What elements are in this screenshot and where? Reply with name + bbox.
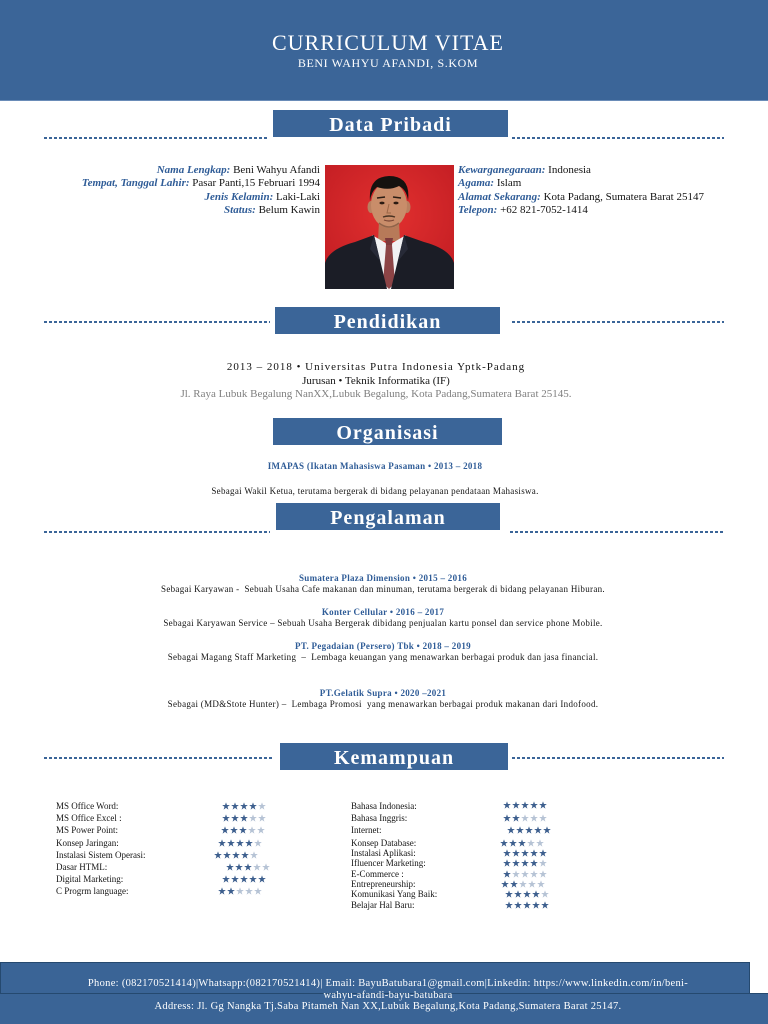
star-filled-icon	[532, 901, 540, 909]
photo-tie-knot	[385, 238, 393, 245]
star-filled-icon	[239, 826, 247, 834]
footer-address: Address: Jl. Gg Nangka Tj.Saba Pitameh Nan XX,Lubuk Begalung,Kota Padang,Sumatera Barat 25147.	[154, 1001, 622, 1012]
star-filled-icon	[240, 875, 248, 883]
star-filled-icon	[249, 802, 257, 810]
field-value: +62 821-7052-1414	[500, 204, 588, 217]
star-empty-icon	[253, 863, 261, 871]
field-value: Pasar Panti,15 Februari 1994	[192, 177, 320, 190]
personal-row-nationality	[458, 164, 758, 177]
star-filled-icon	[241, 851, 249, 859]
star-filled-icon	[227, 839, 235, 847]
field-value: Indonesia	[548, 164, 591, 176]
section-heading-personal: Data Pribadi	[273, 110, 508, 137]
star-empty-icon	[257, 826, 265, 834]
star-filled-icon	[244, 863, 252, 871]
field-label: Jenis Kelamin:	[204, 190, 274, 203]
skill-rating	[503, 849, 547, 857]
star-empty-icon	[528, 880, 536, 888]
field-label: Kewarganegaraan:	[458, 164, 546, 176]
photo-eye-left	[379, 202, 384, 205]
field-label: Agama:	[458, 177, 495, 190]
star-empty-icon	[262, 863, 270, 871]
star-empty-icon	[537, 880, 545, 888]
star-filled-icon	[505, 901, 513, 909]
star-filled-icon	[518, 839, 526, 847]
star-filled-icon	[503, 849, 511, 857]
organization-description: Sebagai Wakil Ketua, terutama bergerak di bidang pelayanan pendataan Mahasiswa.	[211, 486, 539, 496]
star-filled-icon	[501, 880, 509, 888]
star-filled-icon	[245, 839, 253, 847]
star-filled-icon	[541, 901, 549, 909]
personal-row-gender	[20, 191, 320, 204]
star-filled-icon	[222, 875, 230, 883]
footer-contact-line-continued: wahyu-afandi-bayu-batubara	[323, 990, 453, 1001]
star-filled-icon	[509, 839, 517, 847]
star-filled-icon	[258, 875, 266, 883]
star-filled-icon	[218, 887, 226, 895]
skill-label: Bahasa Indonesia:	[351, 801, 417, 811]
personal-info-right	[458, 164, 758, 218]
skill-rating	[226, 863, 270, 871]
section-heading-experience: Pengalaman	[276, 503, 500, 530]
field-label: Status:	[224, 204, 256, 217]
star-empty-icon	[527, 839, 535, 847]
skill-rating	[500, 839, 544, 847]
skill-rating	[507, 826, 551, 834]
star-filled-icon	[534, 826, 542, 834]
footer-contact-line: Phone: (082170521414)|Whatsapp:(082170521414)| Email: BayuBatubara1@gmail.com|Linkedin: https://www.linkedin.com/in/beni-	[87, 978, 689, 989]
skill-label: C Progrm language:	[56, 886, 129, 896]
star-filled-icon	[543, 826, 551, 834]
skill-rating	[222, 875, 266, 883]
star-filled-icon	[505, 890, 513, 898]
skill-rating	[503, 859, 547, 867]
star-empty-icon	[254, 839, 262, 847]
skill-label: Internet:	[351, 825, 382, 835]
experience-title: Sumatera Plaza Dimension • 2015 – 2016	[298, 573, 468, 583]
star-filled-icon	[530, 859, 538, 867]
divider-left	[44, 137, 268, 139]
skill-label: Instalasi Aplikasi:	[351, 848, 416, 858]
star-empty-icon	[521, 870, 529, 878]
skill-label: Entrepreneurship:	[351, 879, 416, 889]
field-value: Kota Padang, Sumatera Barat 25147	[543, 190, 704, 203]
skill-rating	[505, 901, 549, 909]
star-filled-icon	[503, 870, 511, 878]
star-filled-icon	[230, 826, 238, 834]
star-filled-icon	[532, 890, 540, 898]
star-empty-icon	[539, 859, 547, 867]
skill-rating	[218, 839, 262, 847]
star-empty-icon	[245, 887, 253, 895]
skill-label: MS Office Word:	[56, 801, 119, 811]
skill-rating	[501, 880, 545, 888]
star-filled-icon	[512, 859, 520, 867]
skill-rating	[503, 801, 547, 809]
divider-right	[512, 321, 724, 323]
education-major: Jurusan • Teknik Informatika (IF)	[302, 375, 450, 387]
star-empty-icon	[530, 870, 538, 878]
star-filled-icon	[503, 814, 511, 822]
star-filled-icon	[222, 814, 230, 822]
experience-title: PT.Gelatik Supra • 2020 –2021	[319, 688, 447, 698]
star-filled-icon	[231, 802, 239, 810]
skill-label: Ifluencer Marketing:	[351, 858, 426, 868]
field-label: Alamat Sekarang:	[458, 190, 541, 203]
star-filled-icon	[516, 826, 524, 834]
star-filled-icon	[240, 802, 248, 810]
star-filled-icon	[226, 863, 234, 871]
section-heading-skills: Kemampuan	[280, 743, 508, 770]
star-empty-icon	[536, 839, 544, 847]
experience-title: PT. Pegadaian (Persero) Tbk • 2018 – 2019	[295, 641, 471, 651]
skill-label: E-Commerce :	[351, 869, 404, 879]
skill-label: Dasar HTML:	[56, 862, 108, 872]
document-title: CURRICULUM VITAE	[271, 30, 504, 55]
star-empty-icon	[512, 870, 520, 878]
profile-photo	[325, 165, 454, 289]
star-filled-icon	[523, 901, 531, 909]
star-filled-icon	[500, 839, 508, 847]
star-filled-icon	[214, 851, 222, 859]
experience-description: Sebagai (MD&Stote Hunter) – Lembaga Promosi yang menawarkan berbagai produk makanan dari Indofood.	[167, 699, 599, 709]
star-empty-icon	[258, 802, 266, 810]
header-banner	[0, 0, 768, 101]
star-empty-icon	[519, 880, 527, 888]
skill-label: Digital Marketing:	[56, 874, 124, 884]
skill-rating	[214, 851, 258, 859]
star-filled-icon	[227, 887, 235, 895]
divider-right	[512, 137, 724, 139]
star-empty-icon	[248, 826, 256, 834]
experience-description: Sebagai Karyawan - Sebuah Usaha Cafe makanan dan minuman, terutama bergerak di bidang pelayanan Hiburan.	[161, 584, 605, 594]
experience-description: Sebagai Magang Staff Marketing – Lembaga keuangan yang menawarkan berbagai produk dan jasa financial.	[167, 652, 599, 662]
star-empty-icon	[521, 814, 529, 822]
divider-right	[510, 531, 724, 533]
field-label: Nama Lengkap:	[156, 164, 231, 176]
star-filled-icon	[232, 851, 240, 859]
star-filled-icon	[514, 890, 522, 898]
section-heading-education: Pendidikan	[275, 307, 500, 334]
star-filled-icon	[539, 801, 547, 809]
experience-description: Sebagai Karyawan Service – Sebuah Usaha Bergerak dibidang penjualan kartu ponsel dan service phone Mobile.	[163, 618, 603, 628]
star-empty-icon	[539, 814, 547, 822]
star-filled-icon	[503, 859, 511, 867]
star-filled-icon	[240, 814, 248, 822]
star-filled-icon	[512, 801, 520, 809]
skill-label: Belajar Hal Baru:	[351, 900, 415, 910]
star-filled-icon	[507, 826, 515, 834]
star-filled-icon	[510, 880, 518, 888]
star-filled-icon	[530, 801, 538, 809]
skill-rating	[222, 814, 266, 822]
personal-row-religion	[458, 177, 758, 190]
education-address: Jl. Raya Lubuk Begalung NanXX,Lubuk Begalung, Kota Padang,Sumatera Barat 25145.	[180, 388, 572, 400]
star-filled-icon	[223, 851, 231, 859]
education-period-institution: 2013 – 2018 • Universitas Putra Indonesia Yptk-Padang	[226, 361, 526, 373]
star-empty-icon	[250, 851, 258, 859]
divider-left	[44, 757, 272, 759]
star-filled-icon	[218, 839, 226, 847]
photo-eye-right	[393, 202, 398, 205]
skill-label: Komunikasi Yang Baik:	[351, 889, 438, 899]
skill-label: Instalasi Sistem Operasi:	[56, 850, 146, 860]
skill-label: MS Power Point:	[56, 825, 119, 835]
section-heading-organization: Organisasi	[273, 418, 502, 445]
skill-rating	[505, 890, 549, 898]
star-empty-icon	[254, 887, 262, 895]
skill-rating	[221, 826, 265, 834]
organization-title: IMAPAS (Ikatan Mahasiswa Pasaman • 2013 – 2018	[267, 461, 483, 471]
star-empty-icon	[249, 814, 257, 822]
skill-rating	[503, 870, 547, 878]
star-filled-icon	[514, 901, 522, 909]
star-filled-icon	[512, 814, 520, 822]
star-filled-icon	[221, 826, 229, 834]
star-filled-icon	[539, 849, 547, 857]
skill-label: Konsep Jaringan:	[56, 838, 119, 848]
star-filled-icon	[231, 875, 239, 883]
field-value: Islam	[496, 177, 522, 190]
photo-brow-right	[393, 197, 401, 198]
star-empty-icon	[258, 814, 266, 822]
star-filled-icon	[503, 801, 511, 809]
person-name-subtitle: BENI WAHYU AFANDI, S.KOM	[297, 56, 479, 70]
star-filled-icon	[222, 802, 230, 810]
divider-right	[512, 757, 724, 759]
personal-row-full-name	[20, 164, 320, 177]
field-value: Belum Kawin	[258, 204, 320, 217]
star-filled-icon	[521, 849, 529, 857]
star-filled-icon	[249, 875, 257, 883]
skill-rating	[222, 802, 266, 810]
field-value: Beni Wahyu Afandi	[233, 164, 320, 176]
star-empty-icon	[539, 870, 547, 878]
star-empty-icon	[236, 887, 244, 895]
photo-brow-left	[377, 197, 385, 198]
skill-label: Bahasa Inggris:	[351, 813, 408, 823]
star-filled-icon	[512, 849, 520, 857]
star-filled-icon	[236, 839, 244, 847]
skill-rating	[218, 887, 262, 895]
field-value: Laki-Laki	[276, 190, 320, 203]
skill-label: Konsep Database:	[351, 838, 417, 848]
experience-title: Konter Cellular • 2016 – 2017	[321, 607, 445, 617]
personal-row-birth	[20, 177, 320, 190]
field-label: Telepon:	[458, 204, 498, 217]
personal-row-status	[20, 204, 320, 217]
star-filled-icon	[231, 814, 239, 822]
personal-row-address	[458, 191, 758, 204]
divider-left	[44, 321, 270, 323]
star-filled-icon	[530, 849, 538, 857]
star-filled-icon	[525, 826, 533, 834]
personal-row-phone	[458, 204, 758, 217]
personal-info-left	[20, 164, 320, 218]
star-filled-icon	[521, 859, 529, 867]
skill-label: MS Office Excel :	[56, 813, 122, 823]
star-filled-icon	[235, 863, 243, 871]
skill-rating	[503, 814, 547, 822]
divider-left	[44, 531, 270, 533]
star-empty-icon	[541, 890, 549, 898]
star-filled-icon	[523, 890, 531, 898]
field-label: Tempat, Tanggal Lahir:	[81, 177, 190, 190]
star-filled-icon	[521, 801, 529, 809]
star-empty-icon	[530, 814, 538, 822]
